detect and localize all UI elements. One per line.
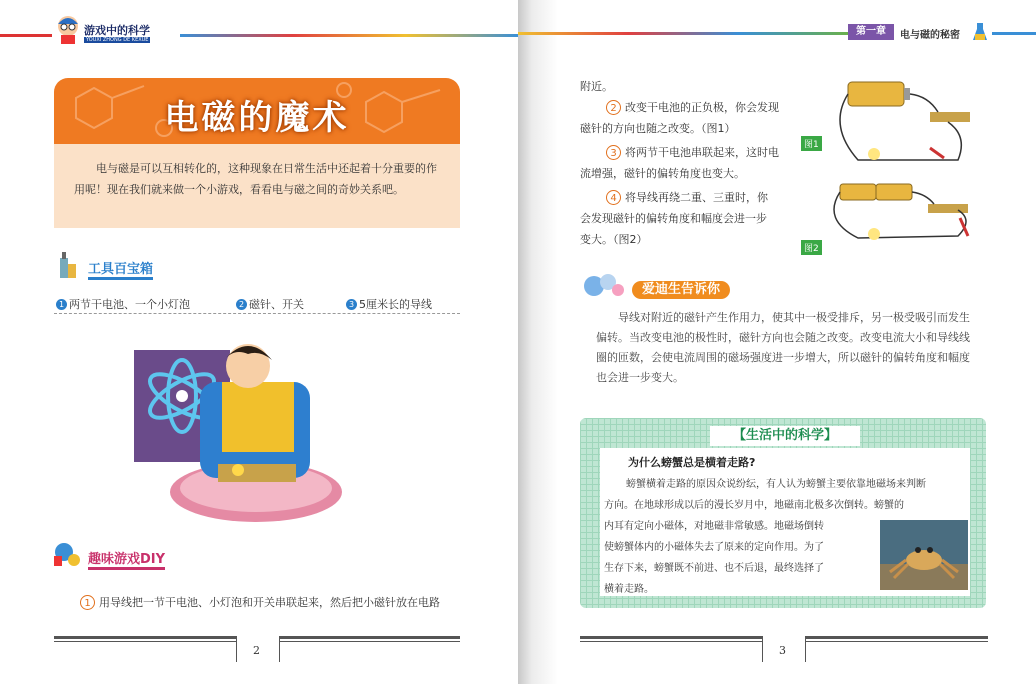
- series-title: 游戏中的科学: [84, 24, 150, 37]
- chapter-badge: 第一章: [848, 24, 894, 40]
- step-number: 3: [606, 145, 621, 160]
- bottle-icon: [56, 250, 78, 280]
- tool-number: 3: [346, 299, 357, 310]
- step-text: 变大。（图2）: [580, 233, 648, 246]
- series-subtitle: YOUXI ZHONG DE KEXUE: [86, 37, 149, 43]
- tool-text: 两节干电池、一个小灯泡: [69, 298, 190, 311]
- tool-item: [236, 296, 304, 312]
- circuit-figure-1: [818, 76, 978, 172]
- step-text: 会发现磁针的偏转角度和幅度会进一步: [580, 212, 767, 225]
- diy-heading: 趣味游戏DIY: [88, 548, 165, 570]
- edison-text: 导线对附近的磁针产生作用力，使其中一极受排斥，另一极受吸引而发生偏转。当改变电池的极性时，磁针方向也会随之改变。改变电流大小和导线线圈的匝数，会使电流周围的磁场强度进一步增大，所以磁针的偏转角度和幅度也会进一步变大。: [596, 311, 970, 384]
- edison-heading: 爱迪生告诉你: [632, 281, 730, 299]
- step-number: 1: [80, 595, 95, 610]
- boy-experiment-illustration: [130, 330, 360, 530]
- step-item: [580, 142, 810, 184]
- step-number: 4: [606, 190, 621, 205]
- diy-icon: [52, 540, 82, 568]
- life-text-line: 使螃蟹体内的小磁体失去了原来的定向作用。为了: [604, 542, 824, 553]
- step-continuation: 附近。: [580, 80, 613, 93]
- step-text: 将导线再绕二重、三重时，你: [625, 191, 768, 204]
- crab-photo: [880, 520, 968, 590]
- sparkle-icon: [582, 270, 626, 300]
- header-rule: [992, 32, 1036, 35]
- step-text: 改变干电池的正负极，你会发现: [625, 101, 779, 114]
- tool-text: 5厘米长的导线: [359, 298, 432, 311]
- step-item: [580, 187, 810, 250]
- step-text: 用导线把一节干电池、小灯泡和开关串联起来，然后把小磁针放在电路: [99, 596, 440, 609]
- step-text: 流增强，磁针的偏转角度也变大。: [580, 167, 745, 180]
- step-text: 将两节干电池串联起来，这时电: [625, 146, 779, 159]
- header-rule: [180, 34, 518, 37]
- life-text-line: 螃蟹横着走路的原因众说纷纭，有人认为螃蟹主要依靠地磁场来判断: [626, 479, 926, 490]
- life-question: 为什么螃蟹总是横着走路?: [628, 456, 756, 469]
- page-number: 2: [253, 644, 260, 657]
- chapter-title: 电与磁的秘密: [900, 30, 960, 41]
- figure-2-label: 图2: [801, 240, 822, 255]
- tool-number: 2: [236, 299, 247, 310]
- life-text-line: 内耳有定向小磁体，对地磁非常敏感。地磁场倒转: [604, 521, 824, 532]
- life-science-heading: 【生活中的科学】: [710, 426, 860, 446]
- right-page: [518, 0, 1036, 684]
- step-number: 2: [606, 100, 621, 115]
- page-title: 电磁的魔术: [164, 98, 350, 138]
- step-item: [80, 592, 440, 613]
- intro-paragraph: 电与磁是可以互相转化的，这种现象在日常生活中还起着十分重要的作用呢！现在我们就来做一个小游戏，看看电与磁之间的奇妙关系吧。: [54, 144, 460, 228]
- tool-item: [346, 296, 432, 312]
- tool-number: 1: [56, 299, 67, 310]
- step-item: [580, 97, 810, 139]
- tools-divider: [54, 313, 460, 314]
- life-text-line: 生存下来，螃蟹既不前进、也不后退，最终选择了: [604, 563, 824, 574]
- flask-icon: [972, 22, 988, 42]
- figure-1-label: 图1: [801, 136, 822, 151]
- tools-heading: 工具百宝箱: [88, 258, 153, 280]
- step-text: 磁针的方向也随之改变。（图1）: [580, 122, 736, 135]
- tool-item: [56, 296, 190, 312]
- life-text-line: 横着走路。: [604, 584, 654, 595]
- title-banner: [54, 78, 460, 144]
- tool-text: 磁针、开关: [249, 298, 304, 311]
- life-text-line: 方向。在地球形成以后的漫长岁月中，地磁南北极多次倒转。螃蟹的: [604, 500, 904, 511]
- header-rule: [518, 32, 848, 35]
- mascot-icon: [56, 14, 80, 44]
- page-number: 3: [779, 644, 786, 657]
- circuit-figure-2: [818, 180, 978, 250]
- header-rule: [0, 34, 52, 37]
